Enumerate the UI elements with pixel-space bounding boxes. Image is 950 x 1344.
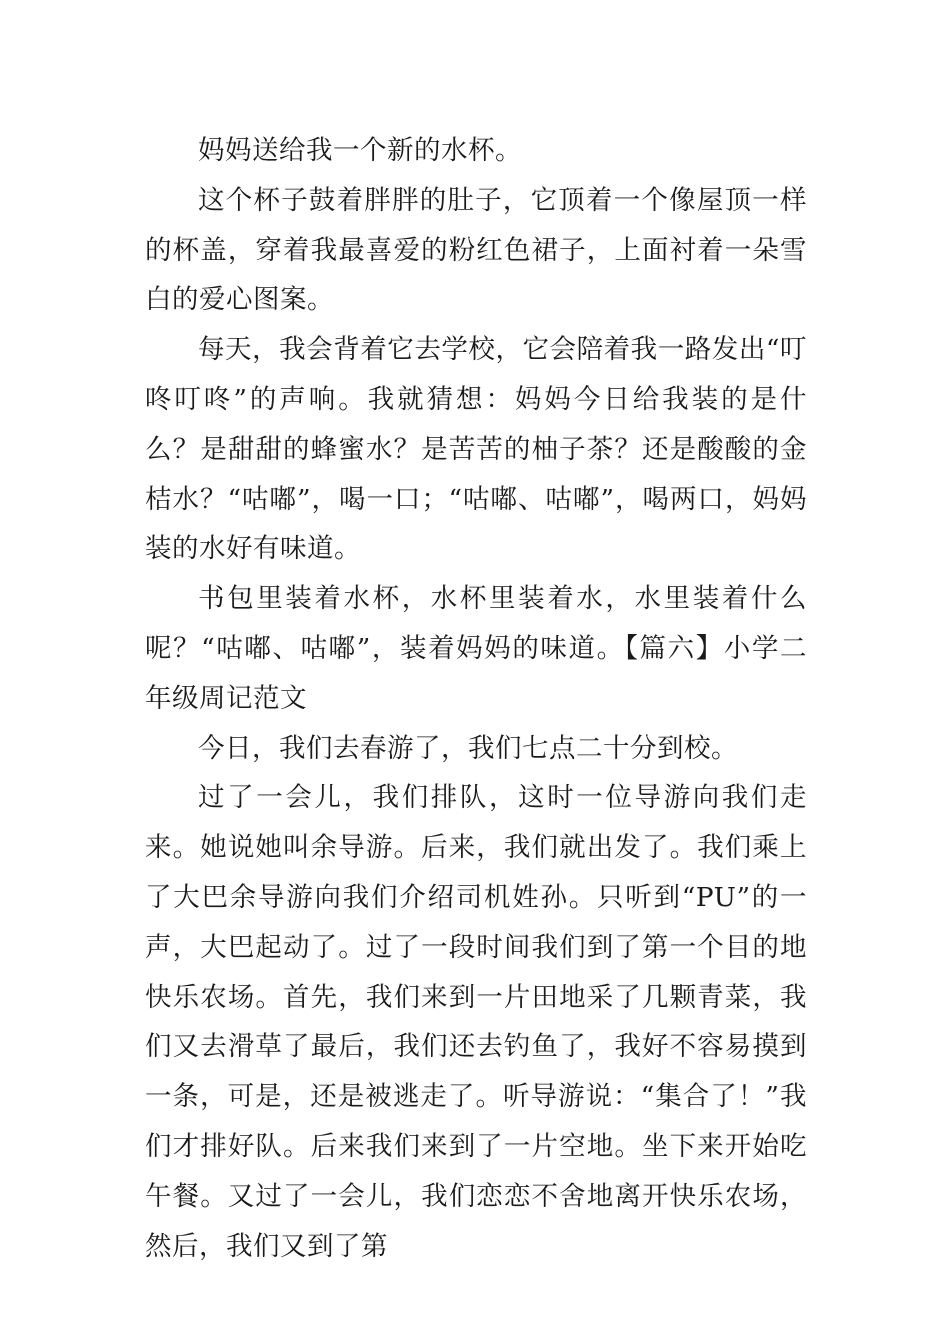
paragraph-farm-trip: 过了一会儿，我们排队，这时一位导游向我们走来。她说她叫余导游。后来，我们就出发了。我们乘上了大巴余导游向我们介绍司机姓孙。只听到“PU”的一声，大巴起动了。过了一段时间我们到了第一个目的地快乐农场。首先，我们来到一片田地采了几颗青菜，我们又去滑草了最后，我们还去钓鱼了，我好不容易摸到一条，可是，还是被逃走了。听导游说：“集合了！”我们才排好队。后来我们来到了一片空地。坐下来开始吃午餐。又过了一会儿，我们恋恋不舍地离开快乐农场，然后，我们又到了第 bbox=[145, 782, 807, 1262]
paragraph-daily-drinks: 每天，我会背着它去学校，它会陪着我一路发出“叮咚叮咚”的声响。我就猜想：妈妈今日给我装的是什么？是甜甜的蜂蜜水？是苦苦的柚子茶？还是酸酸的金桔水？“咕嘟”，喝一口；“咕嘟、咕嘟”，喝两口，妈妈装的水好有味道。 bbox=[145, 334, 807, 565]
paragraph-spring-outing: 今日，我们去春游了，我们七点二十分到校。 bbox=[198, 732, 738, 764]
paragraph-mothers-taste: 书包里装着水杯，水杯里装着水，水里装着什么呢？“咕嘟、咕嘟”，装着妈妈的味道。【篇六】小学二年级周记范文 bbox=[145, 583, 807, 714]
article-body bbox=[145, 126, 807, 1271]
paragraph-new-cup: 妈妈送给我一个新的水杯。 bbox=[198, 135, 522, 166]
paragraph-cup-description: 这个杯子鼓着胖胖的肚子，它顶着一个像屋顶一样的杯盖，穿着我最喜爱的粉红色裙子，上面衬着一朵雪白的爱心图案。 bbox=[145, 184, 807, 316]
